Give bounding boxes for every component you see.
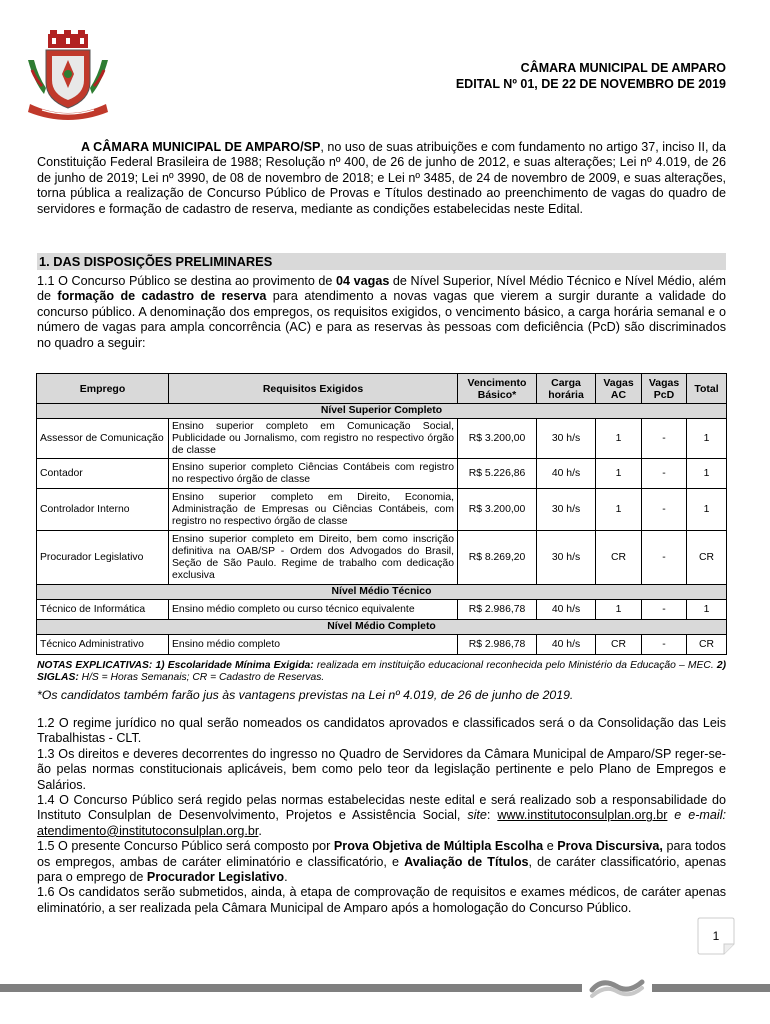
header-institution: CÂMARA MUNICIPAL DE AMPARO: [520, 61, 726, 75]
col-emprego: Emprego: [37, 374, 169, 404]
cell-vencimento: R$ 3.200,00: [458, 489, 537, 531]
cell-vagas-ac: 1: [596, 600, 642, 620]
cell-total: 1: [687, 419, 727, 459]
paragraph-1-1: [37, 274, 726, 351]
cell-vagas-ac: 1: [596, 489, 642, 531]
cell-requisitos: Ensino médio completo: [169, 635, 458, 655]
p11-text-e: para atendimento a novas vagas que vierem a surgir durante a validade do concurso público. A denominação dos empregos, os requisitos exigidos, o vencimento básico, a carga horária semanal e o número de vagas para ampla concorrência (AC) e para as reservas às pessoas com deficiência (PcD) são discriminados no quadro a seguir:: [37, 289, 726, 350]
p15-text-c: e: [543, 839, 558, 854]
col-vencimento: Vencimento Básico*: [458, 374, 537, 404]
cell-vencimento: R$ 5.226,86: [458, 459, 537, 489]
footer-bar-left: [0, 984, 582, 992]
paragraph-1-6: 1.6 Os candidatos serão submetidos, ainda, à etapa de comprovação de requisitos e exames médicos, de caráter apenas eliminatório, a ser realizada pela Câmara Municipal de Amparo após a homologação do Concurso Público.: [37, 885, 726, 915]
intro-text: , no uso de suas atribuições e com fundamento no artigo 37, inciso II, da Constituição Federal Brasileira de 1988; Resolução nº 400, de 26 de junho de 2012, e suas alterações; Lei nº 4.019, de 26 de junho de 2019; Lei nº 3990, de 08 de novembro de 2018; e Lei nº 3485, de 24 de novembro de 2009, e suas alterações, torna pública a realização de Concurso Público de Provas e Títulos destinado ao preenchimento de vagas do quadro de servidores e formação de cadastro de reserva, mediante as condições estabelecidas neste Edital.: [37, 140, 727, 216]
cell-emprego: Técnico Administrativo: [37, 635, 169, 655]
page-number-badge: [694, 914, 738, 958]
cell-total: 1: [687, 459, 727, 489]
table-row: [37, 459, 727, 489]
cell-vagas-pcd: -: [642, 600, 687, 620]
cell-emprego: Procurador Legislativo: [37, 531, 169, 585]
intro-paragraph: [37, 140, 726, 217]
group-row: [37, 404, 727, 419]
table-row: [37, 489, 727, 531]
p15-objective-test: Prova Objetiva de Múltipla Escolha: [333, 839, 544, 854]
paragraphs-1-2-to-1-6: [37, 716, 726, 916]
p15-text-a: 1.5 O presente Concurso Público será composto por: [37, 839, 334, 854]
notes-text-2: H/S = Horas Semanais; CR = Cadastro de Reservas.: [78, 672, 325, 684]
col-vagas-pcd: Vagas PcD: [642, 374, 687, 404]
notes-label-1: NOTAS EXPLICATIVAS: 1) Escolaridade Mínima Exigida:: [37, 660, 314, 671]
p14-email-label: e-mail:: [688, 808, 726, 823]
p15-end: .: [284, 870, 288, 885]
table-header-row: [37, 374, 727, 404]
col-total: Total: [687, 374, 727, 404]
footer-bar: [0, 980, 770, 992]
cell-requisitos: Ensino superior completo em Comunicação Social, Publicidade ou Jornalismo, com registro no respectivo órgão de classe: [169, 419, 458, 459]
website-link[interactable]: www.institutoconsulplan.org.br: [497, 808, 668, 823]
cell-vencimento: R$ 8.269,20: [458, 531, 537, 585]
col-vagas-ac: Vagas AC: [596, 374, 642, 404]
cell-vagas-ac: 1: [596, 419, 642, 459]
intro-bold: A CÂMARA MUNICIPAL DE AMPARO/SP: [81, 140, 321, 154]
cell-vagas-pcd: -: [642, 419, 687, 459]
group-label: Nível Superior Completo: [37, 404, 727, 419]
cell-carga: 30 h/s: [537, 419, 596, 459]
cell-carga: 30 h/s: [537, 531, 596, 585]
cell-vagas-pcd: -: [642, 489, 687, 531]
cell-carga: 30 h/s: [537, 489, 596, 531]
p11-text-a: 1.1 O Concurso Público se destina ao provimento de: [37, 274, 337, 288]
cell-emprego: Controlador Interno: [37, 489, 169, 531]
cell-total: 1: [687, 489, 727, 531]
p14-site-label: site: [467, 808, 487, 823]
section-1-title: 1. DAS DISPOSIÇÕES PRELIMINARES: [37, 253, 726, 270]
cell-total: CR: [687, 531, 727, 585]
cell-carga: 40 h/s: [537, 459, 596, 489]
cell-carga: 40 h/s: [537, 600, 596, 620]
group-row: [37, 585, 727, 600]
notes-label-2: 2) SIGLAS:: [37, 660, 726, 684]
cell-carga: 40 h/s: [537, 635, 596, 655]
paragraph-1-3: 1.3 Os direitos e deveres decorrentes do ingresso no Quadro de Servidores da Câmara Municipal de Amparo/SP reger-se-ão pelas normas constitucionais aplicáveis, bem como pelo teor da legislação pertinente e pelo Plano de Empregos e Salários.: [37, 746, 726, 792]
page-number: 1: [712, 929, 720, 943]
p14-end: .: [258, 823, 262, 838]
cell-requisitos: Ensino médio completo ou curso técnico equivalente: [169, 600, 458, 620]
email-link[interactable]: atendimento@institutoconsulplan.org.br: [37, 823, 259, 838]
p11-vacancies: 04 vagas: [336, 274, 390, 288]
cell-vagas-ac: CR: [596, 531, 642, 585]
table-row: [37, 600, 727, 620]
cell-vagas-pcd: -: [642, 459, 687, 489]
document-header: [456, 60, 726, 92]
p15-text-g: , de caráter classificatório, apenas para o emprego de: [37, 854, 726, 885]
cell-vencimento: R$ 2.986,78: [458, 600, 537, 620]
cell-vagas-pcd: -: [642, 635, 687, 655]
group-row: [37, 620, 727, 635]
p11-text-c: de Nível Superior, Nível Médio Técnico e Nível Médio, além de: [37, 274, 726, 304]
p15-discursive-test: Prova Discursiva,: [557, 839, 663, 854]
cell-emprego: Técnico de Informática: [37, 600, 169, 620]
group-label: Nível Médio Completo: [37, 620, 727, 635]
paragraph-1-5: [37, 839, 726, 885]
p14-and: e: [667, 808, 689, 823]
cell-requisitos: Ensino superior completo em Direito, bem como inscrição definitiva na OAB/SP - Ordem dos Advogados do Brasil, Seção de São Paulo. Regime de trabalho com dedicação exclusiva: [169, 531, 458, 585]
footer-bar-right: [652, 984, 770, 992]
paragraph-1-2: 1.2 O regime jurídico no qual serão nomeados os candidatos aprovados e classificados será o da Consolidação das Leis Trabalhistas - CLT.: [37, 716, 726, 746]
cell-emprego: Contador: [37, 459, 169, 489]
cell-vagas-ac: 1: [596, 459, 642, 489]
cell-requisitos: Ensino superior completo Ciências Contábeis com registro no respectivo órgão de classe: [169, 459, 458, 489]
p14-text: 1.4 O Concurso Público será regido pelas normas estabelecidas neste edital e será realizado sob a responsabilidade do Instituto Consulplan de Desenvolvimento, Projetos e Assistência Social,: [37, 793, 726, 823]
group-label: Nível Médio Técnico: [37, 585, 727, 600]
table-row: [37, 419, 727, 459]
table-row: [37, 531, 727, 585]
consulplan-logo-icon: [588, 972, 646, 1000]
coat-of-arms-logo: [22, 30, 114, 122]
table-notes: [37, 660, 726, 685]
p15-procurador: Procurador Legislativo: [146, 870, 285, 885]
p11-reserve: formação de cadastro de reserva: [57, 289, 267, 304]
vacancies-table: [36, 373, 727, 655]
cell-emprego: Assessor de Comunicação: [37, 419, 169, 459]
salary-footnote: *Os candidatos também farão jus às vantagens previstas na Lei nº 4.019, de 26 de junho de 2019.: [37, 688, 574, 702]
table-row: [37, 635, 727, 655]
paragraph-1-4: [37, 793, 726, 839]
cell-total: 1: [687, 600, 727, 620]
col-carga: Carga horária: [537, 374, 596, 404]
p15-text-e: para todos os empregos, ambas de caráter eliminatório e classificatório, e: [37, 839, 726, 869]
col-requisitos: Requisitos Exigidos: [169, 374, 458, 404]
header-edital: EDITAL Nº 01, DE 22 DE NOVEMBRO DE 2019: [455, 77, 726, 91]
cell-requisitos: Ensino superior completo em Direito, Economia, Administração de Empresas ou Ciências Contábeis, com registro no respectivo órgão de classe: [169, 489, 458, 531]
cell-vagas-ac: CR: [596, 635, 642, 655]
notes-text-1: realizada em instituição educacional reconhecida pelo Ministério da Educação – MEC.: [313, 660, 717, 671]
cell-vencimento: R$ 2.986,78: [458, 635, 537, 655]
p14-sep: :: [486, 808, 498, 823]
cell-total: CR: [687, 635, 727, 655]
cell-vencimento: R$ 3.200,00: [458, 419, 537, 459]
cell-vagas-pcd: -: [642, 531, 687, 585]
p15-titles: Avaliação de Títulos: [404, 854, 529, 869]
